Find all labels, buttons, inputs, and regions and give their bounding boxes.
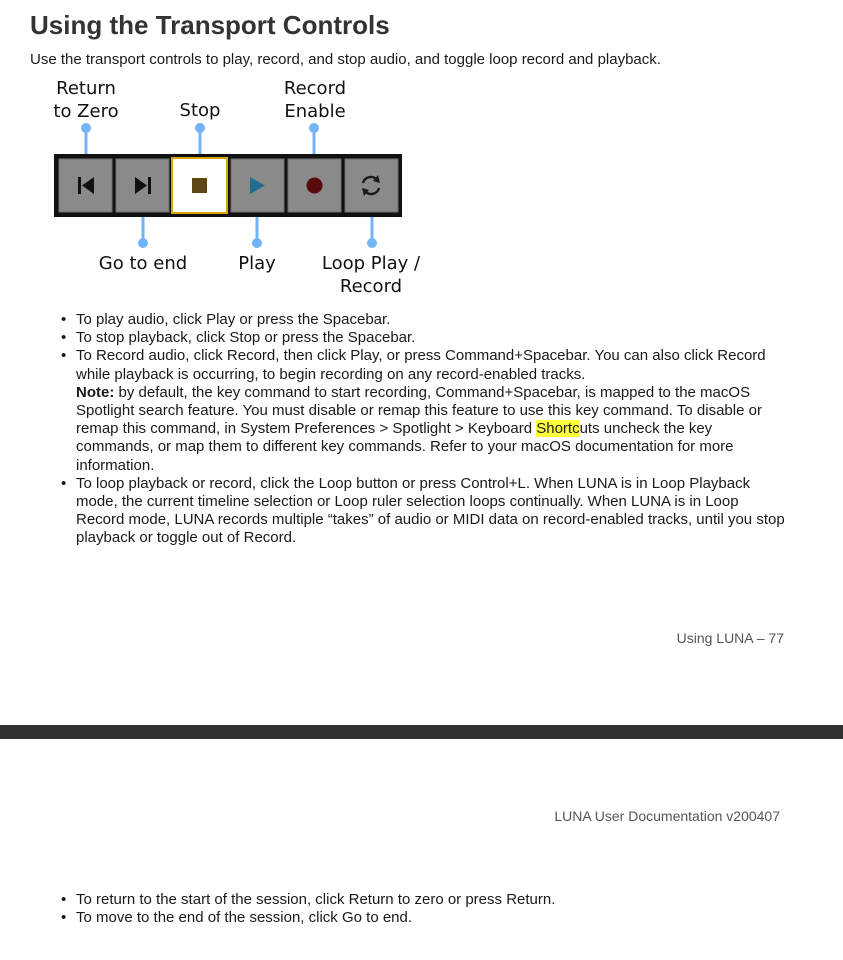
callout-play: Play [238,253,276,274]
record-dot-icon [307,178,323,194]
loop-button[interactable] [345,159,398,212]
session-navigation-list [76,891,786,927]
note-text-before: by default, the key command to start recording, Command+Spacebar, is mapped to the macOS Spotlight search feature. You must disable or remap this feature to use this key command. To disable or remap this command, in System Preferences > Spotlight > Keyboard [76,383,762,438]
callout-record-enable: Record Enable [283,78,347,122]
list-item: • To loop playback or record, click the Loop button or press Control+L. When LUNA is in Loop Playback mode, the current timeline selection or Loop ruler selection loops continually. When LUNA is in Loop Record mode, LUNA records multiple “takes” of audio or MIDI data on record-enabled tracks, until you stop playback or toggle out of Record. [76,475,786,548]
return-to-zero-button[interactable] [59,159,112,212]
go-to-end-button[interactable] [116,159,169,212]
page-footer: Using LUNA – 77 [676,630,784,646]
stop-button[interactable] [172,158,227,213]
document-version: LUNA User Documentation v200407 [554,808,780,824]
callout-go-to-end: Go to end [98,253,188,274]
note-text-after: uts uncheck the key commands, or map them to different key commands. Refer to your macOS documentation for more information. [76,420,734,474]
page-divider [0,725,843,739]
list-item: • To Record audio, click Record, then click Play, or press Command+Spacebar. You can also click Record while playback is occurring, to begin recording on any record-enabled tracks. Note: by default, the key command to start recording, Command+Spacebar, is mapped to the macOS Spotlight search feature. You must disable or remap this feature to use this key command. To disable or remap this command, in System Preferences > Spotlight > Keyboard Shortcuts uncheck the key commands, or map them to different key commands. Refer to your macOS documentation for more information. [76,347,786,474]
callout-return-to-zero: Return to Zero [53,78,119,122]
stop-square-icon [192,178,207,193]
page-title: Using the Transport Controls [30,10,390,40]
intro-paragraph: Use the transport controls to play, record, and stop audio, and toggle loop record and playback. [30,51,661,68]
callout-loop-play-record: Loop Play / Record [321,253,421,297]
list-item: • To move to the end of the session, click Go to end. [76,909,786,927]
list-item: • To stop playback, click Stop or press the Spacebar. [76,329,786,347]
transport-instructions-list [76,311,786,548]
search-highlight: Shortc [536,420,580,438]
transport-bar-graphic [0,0,843,300]
list-item: • To play audio, click Play or press the Spacebar. [76,311,786,329]
note-label: Note: [76,383,115,401]
play-button[interactable] [231,159,284,212]
list-item: • To return to the start of the session, click Return to zero or press Return. [76,891,786,909]
callout-stop: Stop [179,100,221,121]
record-enable-button[interactable] [288,159,341,212]
transport-controls-figure [0,0,843,300]
